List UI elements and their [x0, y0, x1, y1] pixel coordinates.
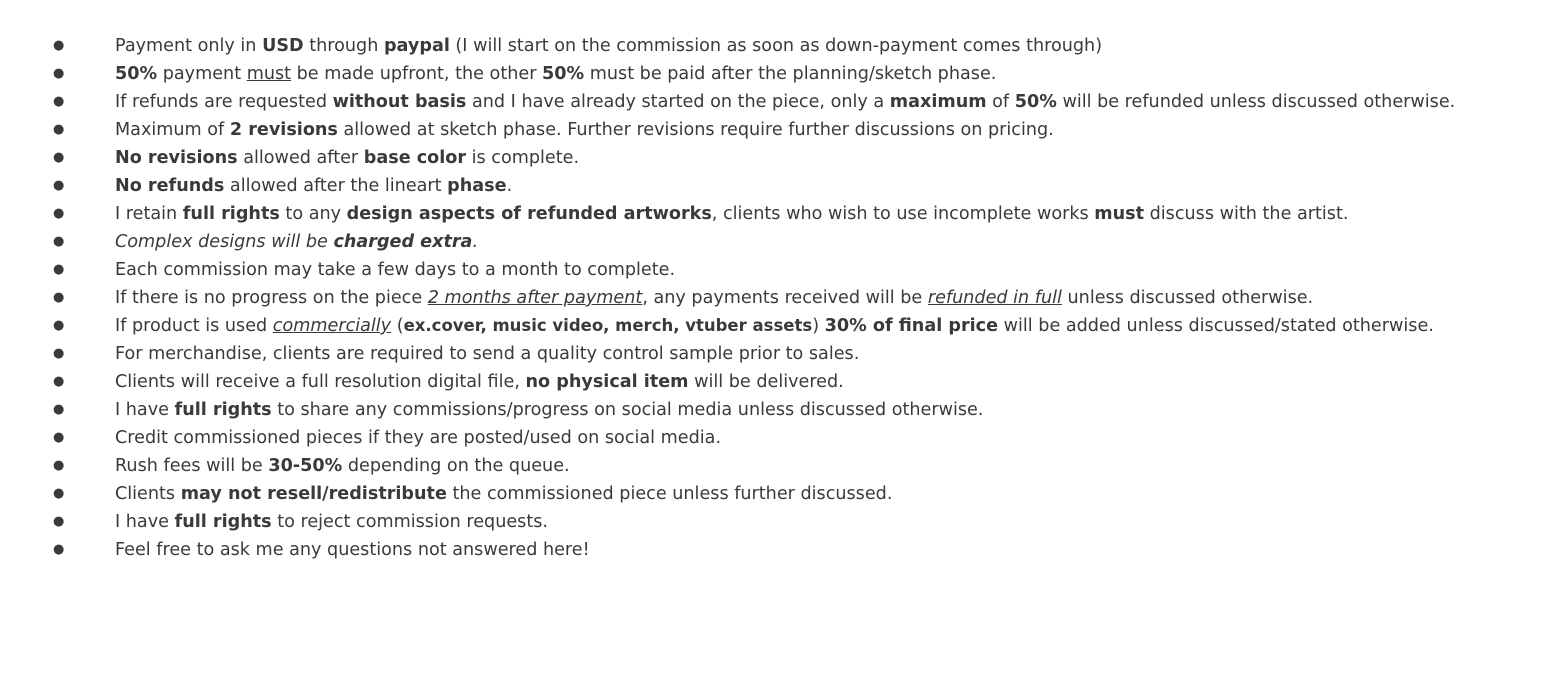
- emphasis-text: no physical item: [525, 372, 689, 392]
- item-text: (: [391, 316, 404, 336]
- item-text: will be delivered.: [688, 372, 844, 392]
- emphasis-text: full rights: [182, 204, 280, 224]
- item-text: Clients: [115, 484, 181, 504]
- item-text: of: [986, 92, 1015, 112]
- bullet-icon: ●: [53, 514, 65, 529]
- emphasis-text: No refunds: [115, 176, 225, 196]
- item-text: allowed after the lineart: [224, 176, 448, 196]
- emphasis-text: may not resell/redistribute: [180, 484, 447, 504]
- item-text: I have: [115, 400, 175, 420]
- underlined-text: 2 months after payment: [427, 288, 643, 308]
- item-text: ex.cover, music video, merch, vtuber assets: [403, 316, 813, 335]
- terms-list-item: [0, 172, 1560, 200]
- emphasis-text: must: [1094, 204, 1145, 224]
- bullet-icon: ●: [53, 178, 65, 193]
- emphasis-text: base color: [363, 148, 467, 168]
- item-text: Clients will receive a full resolution digital file,: [115, 372, 526, 392]
- emphasis-text: 30% of final price: [824, 316, 999, 336]
- bullet-icon: ●: [53, 318, 65, 333]
- item-text: to any: [279, 204, 347, 224]
- terms-list-item: [0, 144, 1560, 172]
- bullet-icon: ●: [53, 262, 65, 277]
- bullet-icon: ●: [53, 486, 65, 501]
- bullet-icon: ●: [53, 66, 65, 81]
- item-text: Payment only in: [115, 36, 263, 56]
- terms-list-item: [0, 480, 1560, 508]
- emphasis-text: 50%: [542, 64, 585, 84]
- item-text: , any payments received will be: [642, 288, 928, 308]
- item-text: I retain: [115, 204, 183, 224]
- underlined-text: refunded in full: [927, 288, 1062, 308]
- emphasis-text: design aspects of refunded artworks: [346, 204, 712, 224]
- emphasis-text: without basis: [332, 92, 467, 112]
- item-text: .: [506, 176, 513, 196]
- terms-list-item: [0, 396, 1560, 424]
- bullet-icon: ●: [53, 430, 65, 445]
- terms-list-item: [0, 32, 1560, 60]
- bullet-icon: ●: [53, 150, 65, 165]
- item-text: payment: [157, 64, 247, 84]
- emphasis-text: charged extra: [333, 232, 473, 252]
- item-text: is complete.: [466, 148, 580, 168]
- bullet-icon: ●: [53, 206, 65, 221]
- terms-list-item: [0, 200, 1560, 228]
- terms-list-item: [0, 340, 1560, 368]
- item-text: the commissioned piece unless further discussed.: [446, 484, 893, 504]
- emphasis-text: No revisions: [115, 148, 238, 168]
- item-text: If refunds are requested: [115, 92, 333, 112]
- bullet-icon: ●: [53, 542, 65, 557]
- item-text: to reject commission requests.: [271, 512, 548, 532]
- emphasis-text: 50%: [1014, 92, 1057, 112]
- item-text: For merchandise, clients are required to send a quality control sample prior to sales.: [115, 344, 860, 364]
- terms-list-item: [0, 228, 1560, 256]
- item-text: Maximum of: [115, 120, 230, 140]
- bullet-icon: ●: [53, 402, 65, 417]
- terms-list-item: [0, 508, 1560, 536]
- emphasis-text: 2 revisions: [229, 120, 338, 140]
- terms-list-item: [0, 424, 1560, 452]
- item-text: Credit commissioned pieces if they are posted/used on social media.: [115, 428, 722, 448]
- item-text: Feel free to ask me any questions not answered here!: [115, 540, 590, 560]
- item-text: allowed at sketch phase. Further revisions require further discussions on pricing.: [337, 120, 1054, 140]
- item-text: If there is no progress on the piece: [115, 288, 428, 308]
- terms-list-item: [0, 256, 1560, 284]
- emphasis-text: maximum: [889, 92, 987, 112]
- item-text: I have: [115, 512, 175, 532]
- item-text: Complex designs will be: [115, 232, 334, 252]
- bullet-icon: ●: [53, 458, 65, 473]
- item-text: unless discussed otherwise.: [1061, 288, 1314, 308]
- underlined-text: must: [246, 64, 292, 84]
- item-text: If product is used: [115, 316, 273, 336]
- item-text: be made upfront, the other: [291, 64, 543, 84]
- emphasis-text: phase: [447, 176, 507, 196]
- item-text: must be paid after the planning/sketch phase.: [584, 64, 997, 84]
- item-text: through: [303, 36, 384, 56]
- item-text: allowed after: [237, 148, 364, 168]
- bullet-icon: ●: [53, 374, 65, 389]
- emphasis-text: 50%: [115, 64, 158, 84]
- terms-list-item: [0, 284, 1560, 312]
- emphasis-text: full rights: [174, 400, 272, 420]
- bullet-icon: ●: [53, 94, 65, 109]
- item-text: discuss with the artist.: [1144, 204, 1349, 224]
- bullet-icon: ●: [53, 234, 65, 249]
- item-text: Rush fees will be: [115, 456, 269, 476]
- item-text: (I will start on the commission as soon as down-payment comes through): [449, 36, 1103, 56]
- item-text: and I have already started on the piece, only a: [466, 92, 890, 112]
- item-text: ): [812, 316, 825, 336]
- bullet-icon: ●: [53, 122, 65, 137]
- item-text: will be added unless discussed/stated otherwise.: [998, 316, 1434, 336]
- terms-list-item: [0, 60, 1560, 88]
- bullet-icon: ●: [53, 290, 65, 305]
- item-text: depending on the queue.: [342, 456, 570, 476]
- terms-of-service-list: [0, 32, 1560, 564]
- terms-list-item: [0, 452, 1560, 480]
- bullet-icon: ●: [53, 346, 65, 361]
- terms-list-item: [0, 368, 1560, 396]
- item-text: will be refunded unless discussed otherwise.: [1056, 92, 1456, 112]
- item-text: Each commission may take a few days to a month to complete.: [115, 260, 676, 280]
- item-text: , clients who wish to use incomplete works: [711, 204, 1095, 224]
- emphasis-text: paypal: [383, 36, 450, 56]
- terms-list-item: [0, 116, 1560, 144]
- emphasis-text: USD: [262, 36, 304, 56]
- terms-list-item: [0, 312, 1560, 340]
- terms-list-item: [0, 536, 1560, 564]
- emphasis-text: 30-50%: [268, 456, 343, 476]
- terms-list-item: [0, 88, 1560, 116]
- bullet-icon: ●: [53, 38, 65, 53]
- emphasis-text: full rights: [174, 512, 272, 532]
- underlined-text: commercially: [272, 316, 392, 336]
- item-text: .: [472, 232, 479, 252]
- item-text: to share any commissions/progress on social media unless discussed otherwise.: [271, 400, 984, 420]
